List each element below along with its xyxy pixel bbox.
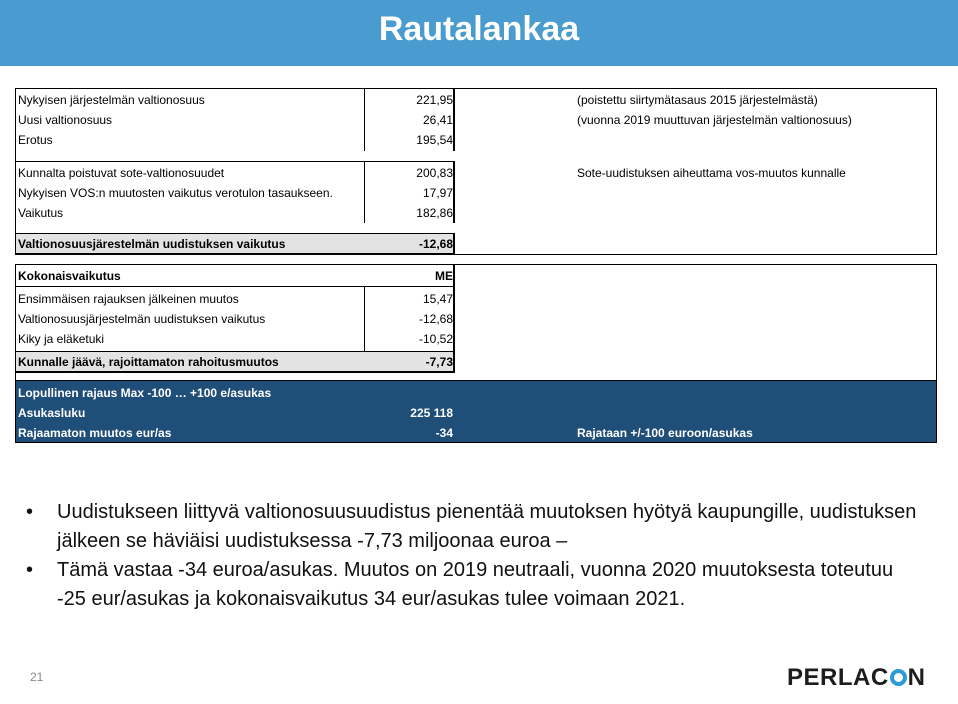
unit-label: ME <box>435 269 453 283</box>
row-label: Lopullinen rajaus Max -100 … +100 e/asukas <box>18 386 272 400</box>
row-label: Valtionosuusjärjestelmän uudistuksen vaikutus <box>18 312 266 326</box>
perlacon-logo <box>787 664 926 692</box>
bullet-icon: • <box>26 501 34 523</box>
row-value: -10,52 <box>418 332 453 346</box>
table-row <box>16 403 936 423</box>
row-label: Kokonaisvaikutus <box>18 269 121 283</box>
row-label: Rajaamaton muutos eur/as <box>18 426 172 440</box>
row-label: Kunnalle jäävä, rajoittamaton rahoitusmuutos <box>18 355 279 369</box>
bullet-text: Tämä vastaa -34 euroa/asukas. Muutos on 2019 neutraali, vuonna 2020 muutoksesta toteutuu -25 eur/asukas ja kokonaisvaikutus 34 eur/asukas tulee voimaan 2021. <box>57 559 894 610</box>
bullet-list <box>22 498 922 614</box>
row-label: Asukasluku <box>18 406 86 420</box>
section4-header <box>16 266 936 286</box>
table-row <box>16 329 936 349</box>
table-row <box>16 423 936 443</box>
row-note: Sote-uudistuksen aiheuttama vos-muutos kunnalle <box>577 166 846 180</box>
table-row <box>16 183 936 203</box>
table-row <box>16 309 936 329</box>
table-row <box>16 90 936 110</box>
bullet-item <box>22 498 922 556</box>
row-value: 17,97 <box>422 186 453 200</box>
row-value: -12,68 <box>418 237 453 251</box>
bullet-icon: • <box>26 559 34 581</box>
row-label: Vaikutus <box>18 206 64 220</box>
row-label: Kunnalta poistuvat sote-valtionosuudet <box>18 166 225 180</box>
table-row <box>16 110 936 130</box>
valtionosuus-box <box>15 88 937 255</box>
row-value: 200,83 <box>416 166 453 180</box>
rajaus-box <box>15 380 937 443</box>
row-value: 195,54 <box>416 133 453 147</box>
title-bar <box>0 0 958 66</box>
row-value: -12,68 <box>418 312 453 326</box>
row-note: (vuonna 2019 muuttuvan järjestelmän valtionosuus) <box>577 113 852 127</box>
row-label: Erotus <box>18 133 53 147</box>
table-row <box>16 289 936 309</box>
logo-text-left: PERLAC <box>787 664 889 691</box>
row-value: 221,95 <box>416 93 453 107</box>
row-value: 15,47 <box>422 292 453 306</box>
row-value: 225 118 <box>410 406 453 420</box>
row-value: 182,86 <box>416 206 453 220</box>
row-value: 26,41 <box>422 113 453 127</box>
bullet-text: Uudistukseen liittyvä valtionosuusuudistus pienentää muutoksen hyötyä kaupungille, uudistuksen jälkeen se häviäisi uudistuksessa -7,73 miljoonaa euroa – <box>57 501 917 552</box>
table-row <box>16 203 936 223</box>
logo-o-icon <box>890 669 907 686</box>
row-label: Uusi valtionosuus <box>18 113 113 127</box>
page-number: 21 <box>30 670 44 684</box>
table-row-total <box>16 352 936 372</box>
row-label: Nykyisen VOS:n muutosten vaikutus verotulon tasaukseen. <box>18 186 333 200</box>
row-note: (poistettu siirtymätasaus 2015 järjestelmästä) <box>577 93 818 107</box>
table-row <box>16 163 936 183</box>
logo-text-right: N <box>907 664 926 691</box>
kokonaisvaikutus-box <box>15 264 937 380</box>
table-row <box>16 383 936 403</box>
row-label: Nykyisen järjestelmän valtionosuus <box>18 93 205 107</box>
bullet-item <box>22 556 922 614</box>
row-note: Rajataan +/-100 euroon/asukas <box>577 426 753 440</box>
row-label: Valtionosuusjärestelmän uudistuksen vaikutus <box>18 237 286 251</box>
table-row-total <box>16 234 936 254</box>
table-row <box>16 130 936 150</box>
row-label: Kiky ja eläketuki <box>18 332 105 346</box>
row-value: -7,73 <box>425 355 453 369</box>
page-title: Rautalankaa <box>378 10 580 48</box>
row-label: Ensimmäisen rajauksen jälkeinen muutos <box>18 292 239 306</box>
row-value: -34 <box>435 426 453 440</box>
